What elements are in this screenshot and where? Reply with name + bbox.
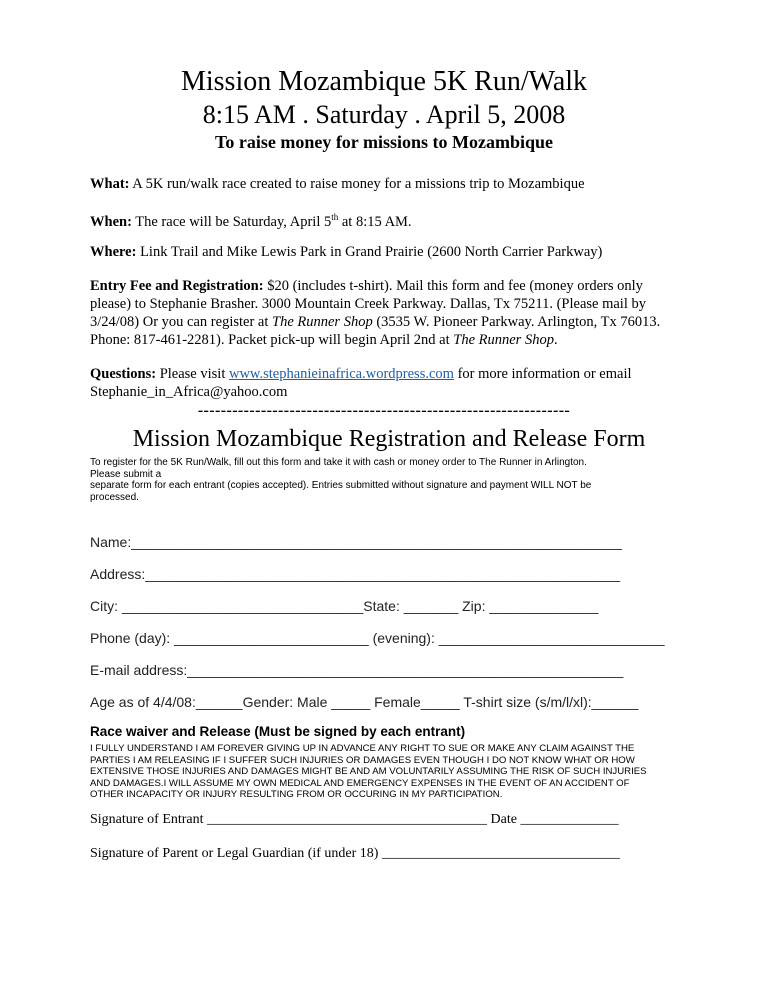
address-field[interactable]: Address:_____________________________________________________________: [90, 566, 621, 582]
age-gender-shirt-field[interactable]: Age as of 4/4/08:______Gender: Male _____ Female_____ T-shirt size (s/m/l/xl):______: [90, 694, 639, 710]
questions-section: [90, 365, 680, 401]
questions-label: Questions:: [90, 366, 157, 382]
guardian-signature-field[interactable]: Signature of Parent or Legal Guardian (if under 18) __________________________________: [90, 846, 620, 861]
runner-shop-name-1: The Runner Shop: [272, 314, 373, 330]
what-text: A 5K run/walk race created to raise money for a missions trip to Mozambique: [129, 176, 585, 192]
waiver-line: I FULLY UNDERSTAND I AM FOREVER GIVING UP IN ADVANCE ANY RIGHT TO SUE OR MAKE ANY CLAIM AGAINST THE: [90, 743, 635, 754]
what-label: What:: [90, 176, 130, 192]
form-intro: [90, 457, 690, 503]
questions-text-1: Please visit: [156, 366, 229, 382]
entry-text-3: .: [553, 332, 558, 348]
waiver-line: AND DAMAGES.I WILL ASSUME MY OWN MEDICAL AND EMERGENCY EXPENSES IN THE EVENT OF AN ACCIDENT OF: [90, 777, 630, 789]
waiver-text: [90, 743, 690, 801]
when-time: at 8:15 AM.: [338, 213, 412, 230]
name-field[interactable]: Name:_______________________________________________________________: [90, 534, 622, 550]
waiver-line: EXTENSIVE THOSE INJURIES AND DAMAGES MIGHT BE AND AM VOLUNTARILY ASSUMING THE RISK OF SUCH INJURIES: [90, 766, 647, 777]
when-ordinal: th: [331, 212, 339, 222]
waiver-line: PARTIES I AM RELEASING IF I SUFFER SUCH INJURIES OR DAMAGES EVEN THOUGH I DO NOT KNOW WHAT OR HOW: [90, 754, 635, 766]
event-title: Mission Mozambique 5K Run/Walk: [180, 66, 588, 97]
runner-shop-name-2: The Runner Shop: [453, 332, 554, 348]
waiver-heading: Race waiver and Release (Must be signed by each entrant): [90, 724, 466, 739]
form-intro-line-2: Please submit a: [90, 468, 162, 480]
entry-section: [90, 277, 676, 349]
event-date: 8:15 AM . Saturday . April 5, 2008: [202, 100, 566, 129]
city-state-zip-field[interactable]: City: _______________________________State: _______ Zip: ______________: [90, 598, 599, 614]
entry-text-1: $20 (includes t-shirt). Mail this form and fee (money orders only please) to Stephanie Brasher. 3000 Mountain Creek Parkway. Dallas, Tx 75211. (Please mail by 3/24/08) Or you can register at: [90, 278, 646, 330]
form-title: Mission Mozambique Registration and Release Form: [132, 426, 646, 452]
form-intro-line-1: To register for the 5K Run/Walk, fill out this form and take it with cash or money order to The Runner in Arlington.: [90, 457, 587, 468]
when-label: When:: [90, 213, 132, 230]
form-intro-line-3: separate form for each entrant (copies accepted). Entries submitted without signature and payment WILL NOT be: [90, 480, 592, 492]
when-section: [90, 208, 680, 231]
entry-text-2: (3535 W. Pioneer Parkway. Arlington, Tx 76013. Phone: 817-461-2281). Packet pick-up will begin April 2nd at: [90, 314, 661, 348]
phone-field[interactable]: Phone (day): _________________________ (evening): _____________________________: [90, 630, 665, 646]
form-intro-line-4: processed.: [90, 491, 139, 503]
dashed-divider: -----------------------------------------------------------------: [197, 402, 571, 419]
where-section: [90, 243, 680, 261]
where-label: Where:: [90, 244, 137, 260]
questions-text-2: for more information or email Stephanie_in_Africa@yahoo.com: [90, 366, 632, 400]
email-field[interactable]: E-mail address:________________________________________________________: [90, 662, 624, 678]
waiver-line: OTHER INCAPACITY OR INJURY RESULTING FROM OR OCCURING IN MY PARTICIPATION.: [90, 789, 503, 800]
website-link[interactable]: www.stephanieinafrica.wordpress.com: [228, 366, 454, 382]
entrant-signature-field[interactable]: Signature of Entrant ________________________________________ Date ______________: [90, 812, 619, 827]
when-text: The race will be Saturday, April 5: [131, 213, 332, 230]
what-section: [90, 175, 680, 193]
event-subtitle: To raise money for missions to Mozambique: [214, 132, 553, 152]
entry-label: Entry Fee and Registration:: [90, 278, 264, 294]
where-text: Link Trail and Mike Lewis Park in Grand Prairie (2600 North Carrier Parkway): [136, 244, 603, 260]
